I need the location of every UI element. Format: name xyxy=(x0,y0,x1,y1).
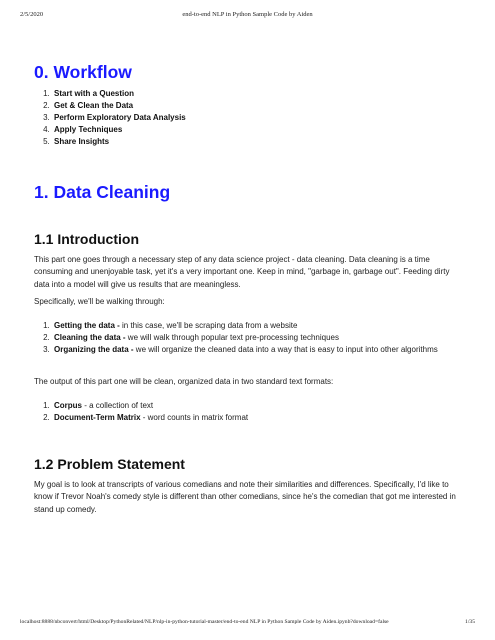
walkthrough-lead: Specifically, we'll be walking through: xyxy=(34,297,165,306)
print-footer xyxy=(20,619,475,629)
workflow-step: 3. Perform Exploratory Data Analysis xyxy=(52,112,461,124)
workflow-step: 4. Apply Techniques xyxy=(52,124,461,136)
workflow-step: 2. Get & Clean the Data xyxy=(52,100,461,112)
print-header xyxy=(20,11,475,21)
list-item: 1. Corpus - a collection of text xyxy=(52,400,461,412)
list-item: 2. Cleaning the data - we will walk through popular text pre-processing techniques xyxy=(52,332,461,344)
list-item: 3. Organizing the data - we will organize the cleaned data into a way that is easy to input into other algorithms xyxy=(52,344,461,356)
print-title: end-to-end NLP in Python Sample Code by Aiden xyxy=(182,11,313,18)
introduction-heading: 1.1 Introduction xyxy=(34,231,139,247)
output-lead: The output of this part one will be clean, organized data in two standard text formats: xyxy=(34,377,334,386)
problem-statement-heading: 1.2 Problem Statement xyxy=(34,456,185,472)
workflow-heading: 0. Workflow xyxy=(34,62,132,82)
list-item: 1. Getting the data - in this case, we'll be scraping data from a website xyxy=(52,320,461,332)
workflow-step: 1. Start with a Question xyxy=(52,88,461,100)
problem-statement-paragraph: My goal is to look at transcripts of various comedians and note their similarities and differences. Specifically, I'd like to know if Trevor Noah's comedy style is different than other comedians, since he's the comedian that got me interested in stand up comedy. xyxy=(34,480,456,514)
footer-url: localhost:8888/nbconvert/html/Desktop/PythonRelated/NLP/nlp-in-python-tutorial-master/end-to-end NLP in Python Sample Code by Aiden.ipynb?download=false xyxy=(20,619,389,625)
walkthrough-list xyxy=(34,320,461,356)
workflow-list xyxy=(34,88,461,148)
introduction-paragraph: This part one goes through a necessary step of any data science project - data cleaning. Data cleaning is a time consuming and unenjoyable task, yet it's a very important one. Keep in mind, "garbage in, garbage out". Feeding dirty data into a model will give us results that are meaningless. xyxy=(34,255,450,289)
data-cleaning-heading: 1. Data Cleaning xyxy=(34,182,171,202)
workflow-step: 5. Share Insights xyxy=(52,136,461,148)
formats-list xyxy=(34,400,461,424)
list-item: 2. Document-Term Matrix - word counts in matrix format xyxy=(52,412,461,424)
print-date: 2/5/2020 xyxy=(20,11,44,18)
page-number: 1/35 xyxy=(465,619,475,625)
